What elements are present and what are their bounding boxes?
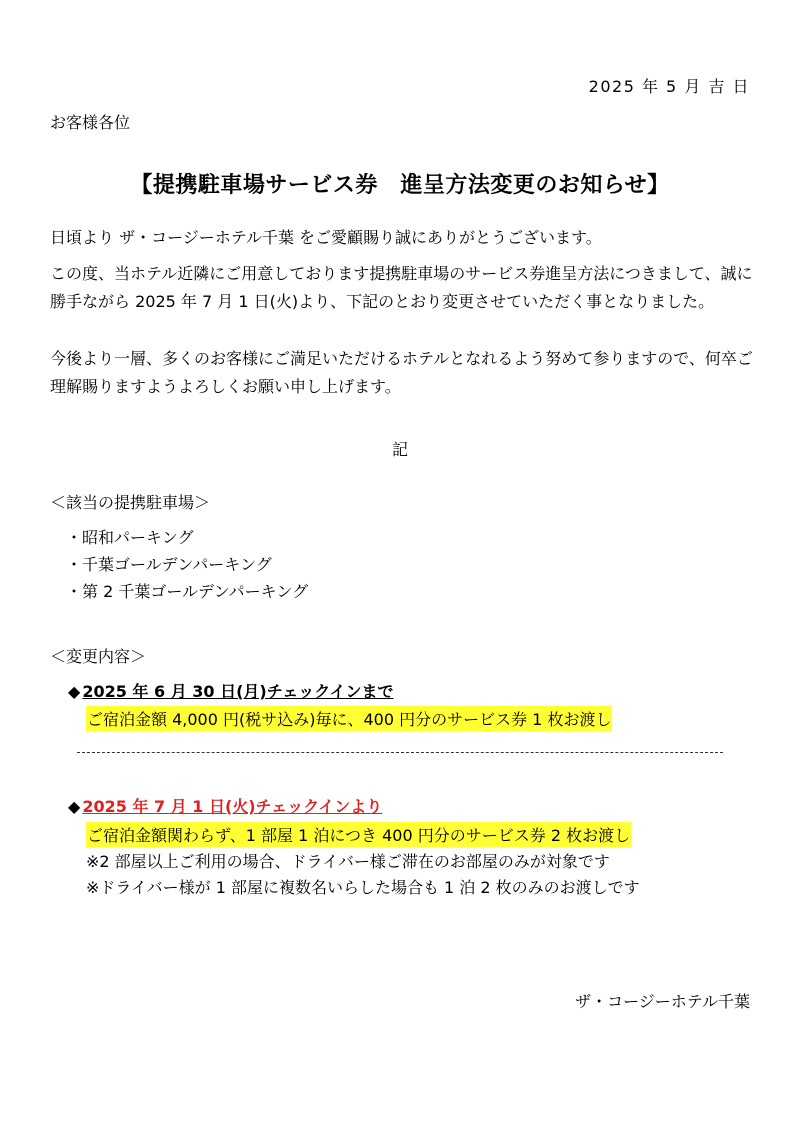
divider-line: [77, 752, 723, 753]
before-change-detail: ご宿泊金額 4,000 円(税サ込み)毎に、400 円分のサービス券 1 枚お渡し: [86, 706, 612, 731]
list-item: ・昭和パーキング: [66, 528, 194, 547]
announcement-paragraph: この度、当ホテル近隣にご用意しております提携駐車場のサービス券進呈方法につきまして、誠に勝手ながら 2025 年 7 月 1 日(火)より、下記のとおり変更させていただく事となりました。: [50, 264, 753, 311]
addressee: お客様各位: [50, 113, 131, 132]
parking-list: [66, 524, 308, 605]
note-line: ※2 部屋以上ご利用の場合、ドライバー様ご滞在のお部屋のみが対象です: [86, 852, 610, 871]
closing-paragraph: 今後より一層、多くのお客様にご満足いただけるホテルとなれるよう努めて参りますので、何卒ご理解賜りますようよろしくお願い申し上げます。: [50, 349, 753, 396]
notice-title: 【提携駐車場サービス券 進呈方法変更のお知らせ】: [130, 173, 670, 198]
greeting-paragraph: 日頃より ザ・コージーホテル千葉 をご愛顧賜り誠にありがとうございます。: [50, 228, 602, 247]
issue-date: 2025 年 5 月 吉 日: [588, 77, 750, 96]
before-change-title-text: 2025 年 6 月 30 日(月)チェックインまで: [82, 682, 394, 701]
before-change-title: [68, 679, 393, 702]
parking-heading: ＜該当の提携駐車場＞: [50, 493, 211, 512]
after-change-detail: ご宿泊金額関わらず、1 部屋 1 泊につき 400 円分のサービス券 2 枚お渡し: [86, 822, 631, 847]
after-change-title: [68, 794, 382, 817]
diamond-bullet-icon: ◆: [68, 797, 81, 816]
list-item: ・第 2 千葉ゴールデンパーキング: [66, 582, 309, 601]
ki-heading: 記: [391, 440, 408, 459]
note-line: ※ドライバー様が 1 部屋に複数名いらした場合も 1 泊 2 枚のみのお渡しです: [86, 878, 640, 897]
after-change-title-text: 2025 年 7 月 1 日(火)チェックインより: [82, 797, 383, 816]
changes-heading: ＜変更内容＞: [50, 647, 147, 666]
signature: ザ・コージーホテル千葉: [575, 992, 750, 1011]
diamond-bullet-icon: ◆: [68, 682, 81, 701]
list-item: ・千葉ゴールデンパーキング: [66, 555, 272, 574]
